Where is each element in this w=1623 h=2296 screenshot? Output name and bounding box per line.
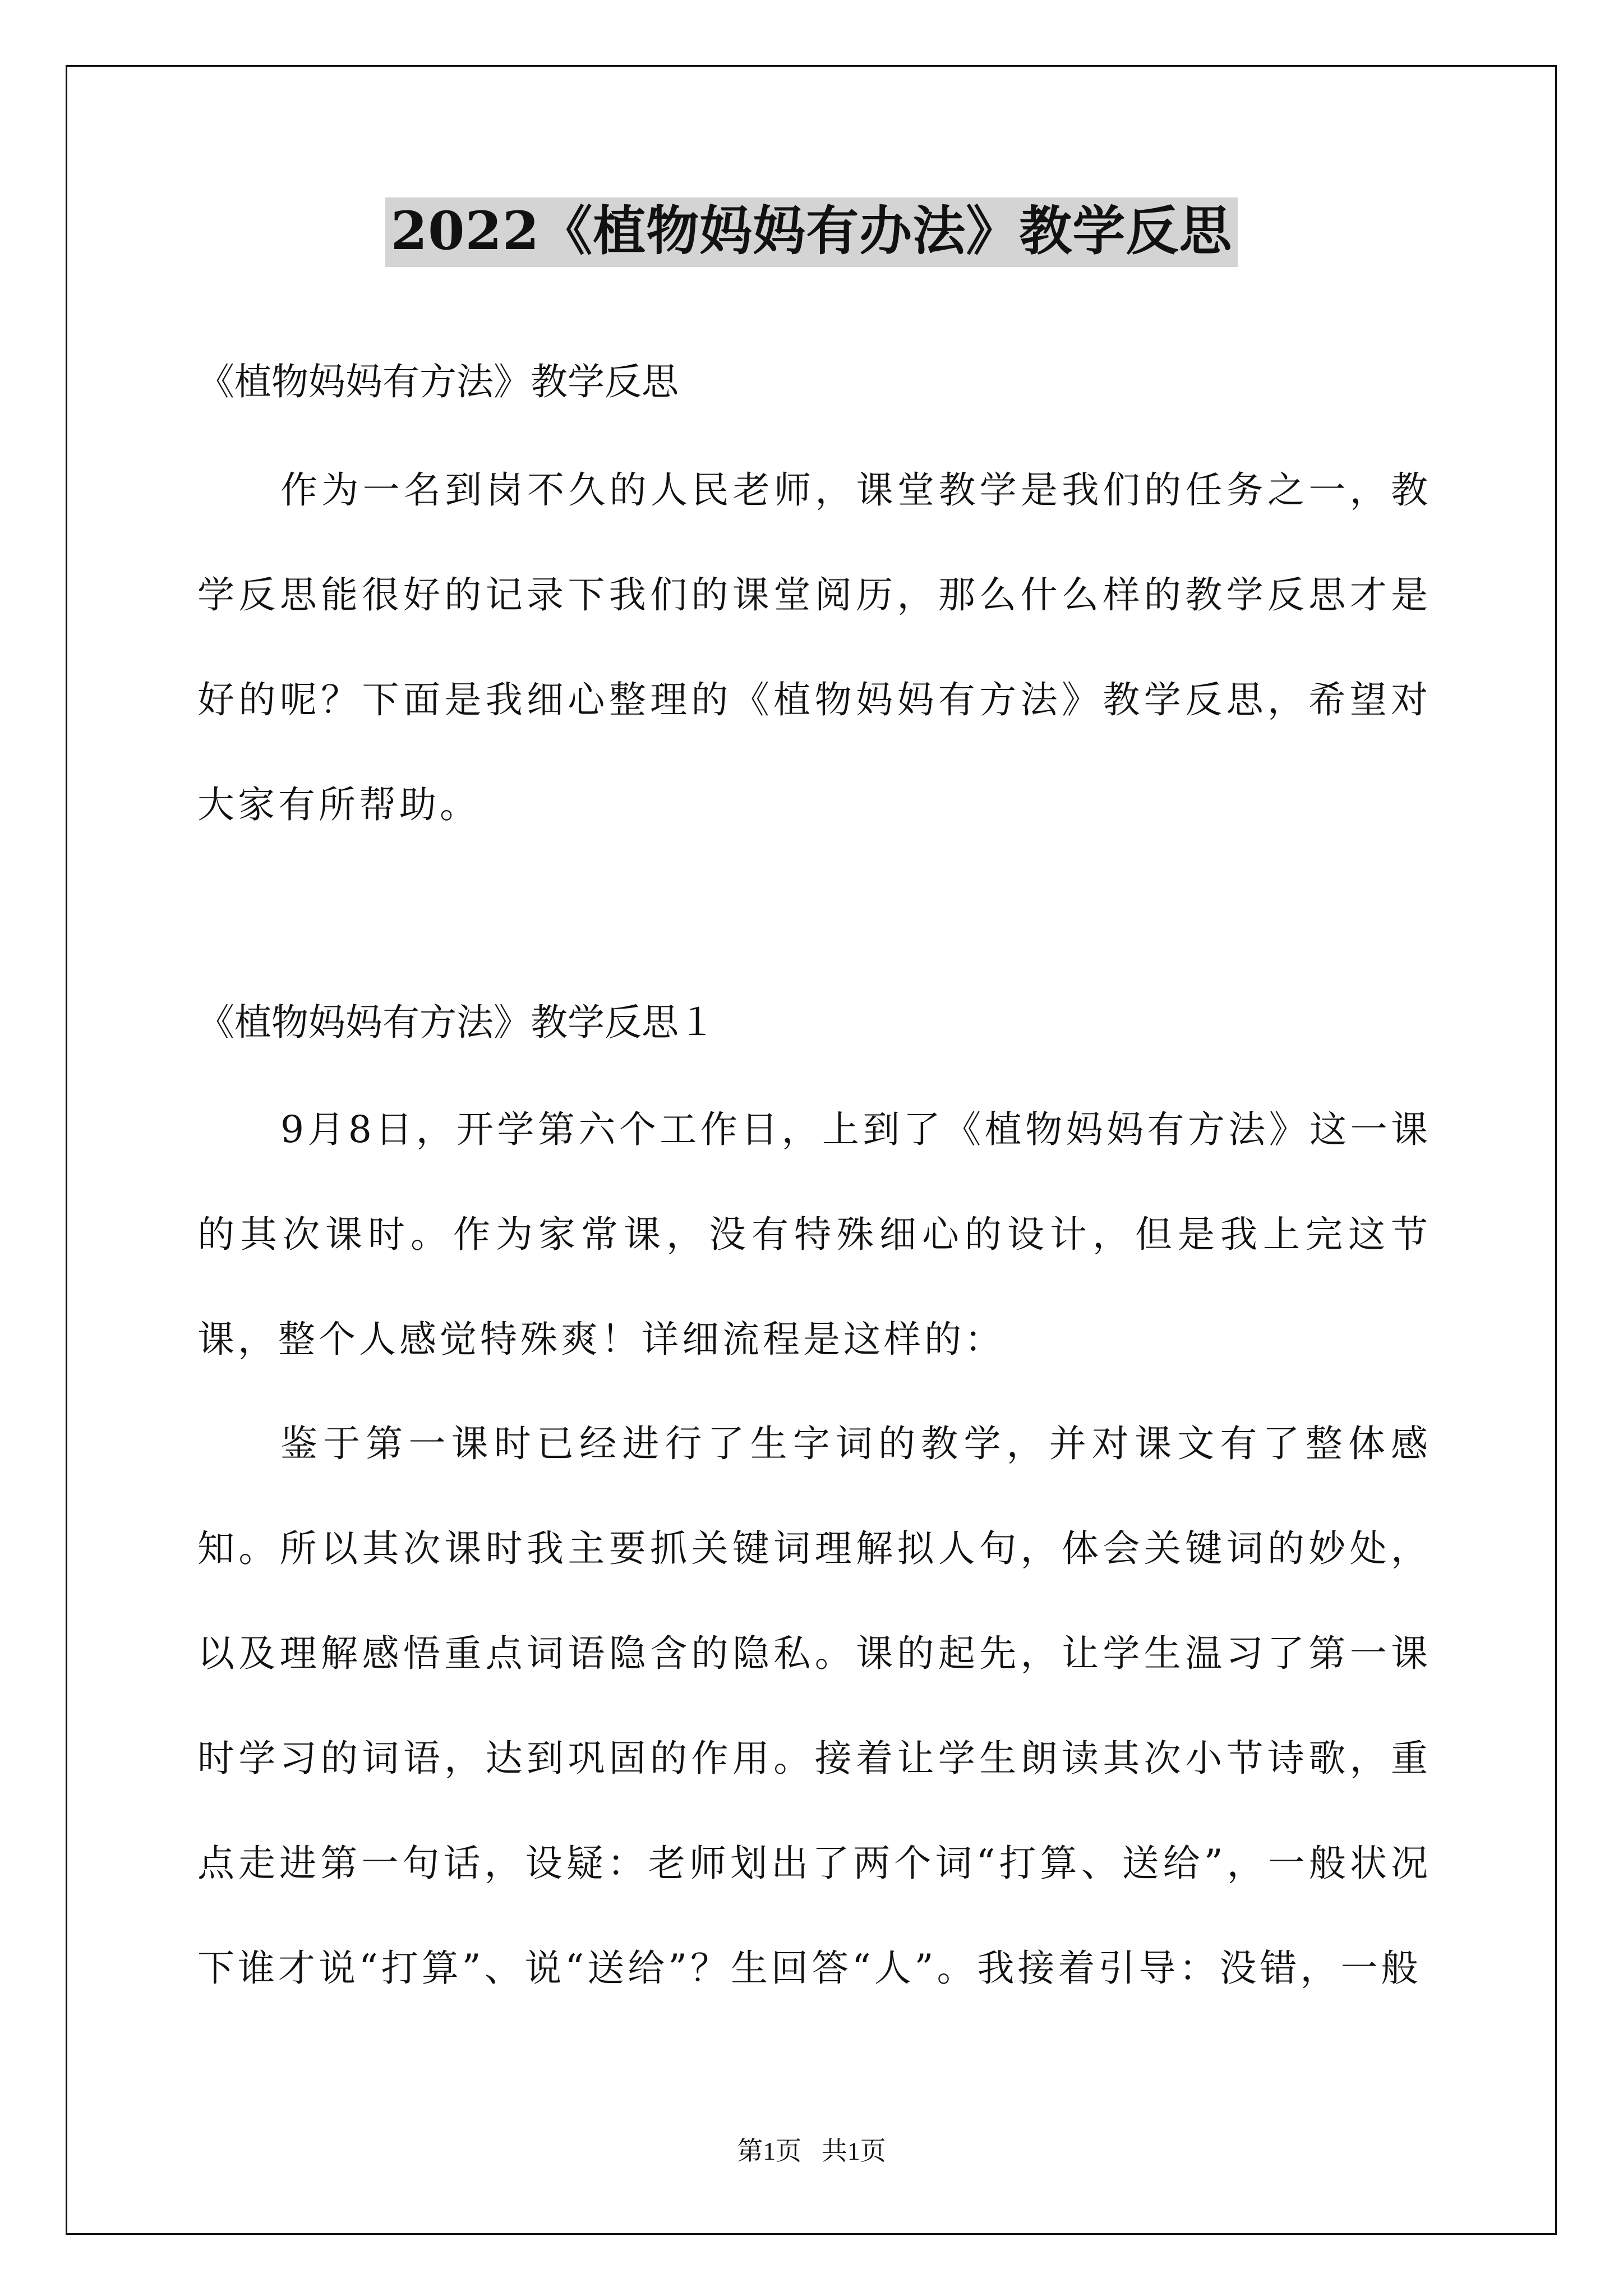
document-title: 2022《植物妈妈有办法》教学反思 <box>385 197 1238 267</box>
intro-paragraph: 作为一名到岗不久的人民老师，课堂教学是我们的任务之一，教学反思能很好的记录下我们的课堂阅历，那么什么样的教学反思才是好的呢？下面是我细心整理的《植物妈妈有方法》教学反思，希望对大家有所帮助。 <box>197 468 1431 826</box>
paragraph-2: 鉴于第一课时已经进行了生字词的教学，并对课文有了整体感知。所以其次课时我主要抓关键词理解拟人句，体会关键词的妙处，以及理解感悟重点词语隐含的隐私。课的起先，让学生温习了第一课时学习的词语，达到巩固的作用。接着让学生朗读其次小节诗歌，重点走进第一句话，设疑：老师划出了两个词“打算、送给”，一般状况下谁才说“打算”、说“送给”？生回答“人”。我接着引导：没错，一般 <box>197 1422 1431 1990</box>
paragraph-1: 9月8日，开学第六个工作日，上到了《植物妈妈有方法》这一课的其次课时。作为家常课，没有特殊细心的设计，但是我上完这节课，整个人感觉特殊爽！详细流程是这样的： <box>197 1108 1431 1361</box>
page-footer <box>0 2131 1623 2168</box>
page-total: 共1页 <box>821 2137 886 2165</box>
page-number: 第1页 <box>737 2137 802 2165</box>
subheading-intro: 《植物妈妈有方法》教学反思 <box>197 360 679 403</box>
subheading-reflection-1: 《植物妈妈有方法》教学反思１ <box>197 1001 716 1044</box>
title-container <box>0 197 1623 267</box>
